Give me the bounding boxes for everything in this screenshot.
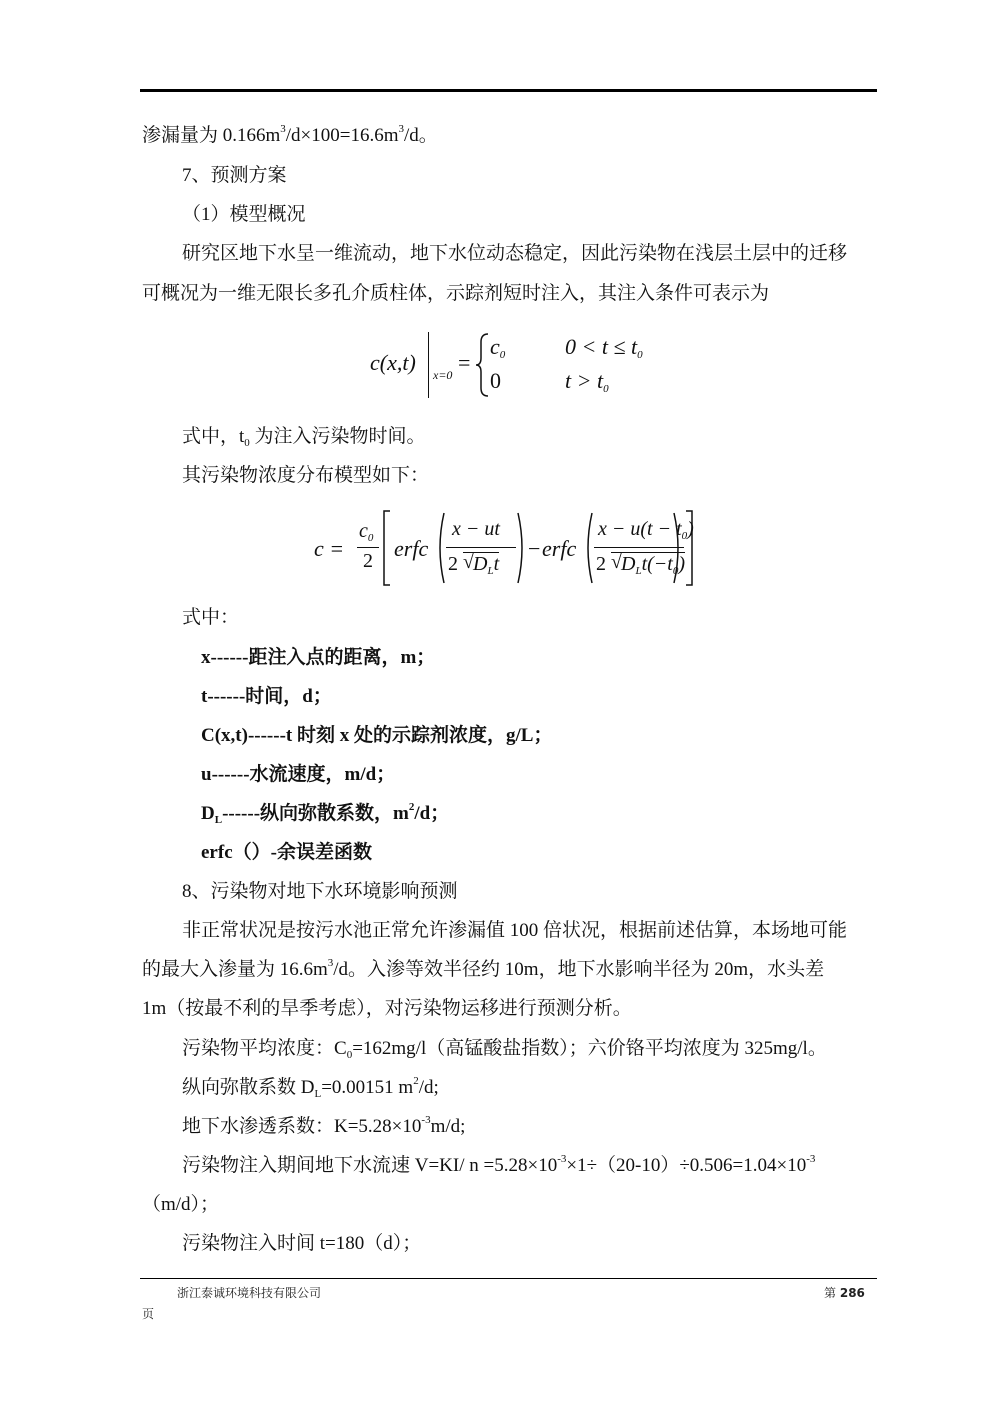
- eq2-fraction-bar: [357, 547, 379, 548]
- eq2-erfc-1: erfc: [394, 536, 429, 561]
- paragraph-line: 研究区地下水呈一维流动，地下水位动态稳定，因此污染物在浅层土层中的迁移: [182, 243, 848, 264]
- eq2-lhs: c =: [314, 536, 345, 561]
- definition-c: C(x,t)------t 时刻 x 处的示踪剂浓度，g/L；: [201, 725, 553, 746]
- paragraph-line: 1m（按最不利的旱季考虑），对污染物运移进行预测分析。: [142, 998, 632, 1019]
- dispersion-coefficient: 纵向弥散系数 $D_L=0.00151$ $m^2/d$;: [182, 1075, 439, 1100]
- pollutant-concentration: 污染物平均浓度：$C_0=162mg/l$（高锰酸盐指数）；六价铬平均浓度为 325mg/l。: [182, 1038, 827, 1061]
- injection-time: 污染物注入时间 t=180（d）；: [182, 1233, 422, 1254]
- flow-velocity-unit: （m/d）；: [142, 1194, 220, 1215]
- eq1-case1-condition: $0 < t \le t_0$: [565, 334, 643, 361]
- eq2-paren-close-1: [516, 512, 528, 584]
- paragraph-line: 可概况为一维无限长多孔介质柱体，示踪剂短时注入，其注入条件可表示为: [142, 283, 770, 304]
- concentration-model-equation: [312, 508, 702, 588]
- eq1-condition: x=0: [433, 368, 453, 382]
- leak-amount-line: 渗漏量为 $0.166m^3/d\times 100=16.6m^3/d$。: [142, 123, 438, 146]
- eq2-minus: −: [528, 536, 541, 561]
- definition-u: u------水流速度，m/d；: [201, 764, 396, 785]
- eq1-lhs: c(x,t): [370, 350, 416, 375]
- t0-definition: 式中，$t_0$ 为注入污染物时间。: [182, 426, 426, 449]
- permeability-coefficient: 地下水渗透系数：$K=5.28\times 10^{-3}m/d$;: [182, 1114, 466, 1137]
- eq2-fraction-bar-1: [446, 547, 516, 548]
- eq2-numerator-2: $x - u(t - t_0)$: [598, 518, 694, 542]
- eq1-case1-value: $c_0$: [490, 334, 506, 361]
- definition-x: x------距注入点的距离，m；: [201, 647, 436, 668]
- section-8-heading: 8、污染物对地下水环境影响预测: [182, 881, 458, 902]
- eq2-denominator-2: 2 √ $D_Lt(-t_0)$: [596, 551, 686, 577]
- eq1-left-brace: [474, 332, 490, 398]
- model-intro: 其污染物浓度分布模型如下：: [182, 465, 430, 486]
- eq1-evaluation-bar: [428, 332, 429, 398]
- header-rule: [140, 89, 877, 92]
- eq2-paren-close-2: [672, 512, 684, 584]
- footer-company: 浙江泰诚环境科技有限公司: [177, 1286, 322, 1300]
- eq1-equals: =: [458, 350, 471, 375]
- eq2-c0: $c_0$: [359, 520, 374, 544]
- eq2-paren-open-2: [582, 512, 594, 584]
- eq2-left-bracket: [382, 510, 392, 586]
- eq2-numerator-1: x − ut: [452, 518, 500, 540]
- eq2-right-bracket: [684, 510, 694, 586]
- section-7-heading: 7、预测方案: [182, 165, 287, 186]
- footer-page-suffix: 页: [142, 1307, 155, 1321]
- eq2-denominator-1: 2 √ $D_Lt$: [448, 551, 500, 577]
- footer-page-number: 第 286: [824, 1286, 865, 1300]
- footer-rule: [140, 1278, 877, 1279]
- paragraph-line: 的最大入渗量为 $16.6m^3/d$。入渗等效半径约 10m，地下水影响半径为 20m，水头差: [142, 957, 825, 980]
- eq2-fraction-bar-2: [594, 547, 684, 548]
- flow-velocity: 污染物注入期间地下水流速 V=KI/ $n =5.28\times 10^{-3}\times 1\div(20-10)\div 0.506=1.04\times 10^{-3}$: [182, 1153, 816, 1176]
- definition-erfc: erfc（）-余误差函数: [201, 842, 372, 863]
- eq2-paren-open-1: [434, 512, 446, 584]
- boundary-condition-equation: [370, 328, 670, 402]
- subsection-model-heading: （1）模型概况: [182, 204, 306, 225]
- paragraph-line: 非正常状况是按污水池正常允许渗漏值 100 倍状况，根据前述估算，本场地可能: [182, 920, 848, 941]
- definition-t: t------时间，d；: [201, 686, 332, 707]
- eq1-case2-value: 0: [490, 368, 501, 393]
- eq2-erfc-2: erfc: [542, 536, 577, 561]
- definition-dl: $D_L------$纵向弥散系数，$m^2/d$；: [201, 801, 450, 826]
- where-label: 式中：: [182, 607, 240, 628]
- eq2-denominator-two: 2: [363, 550, 373, 572]
- eq1-case2-condition: $t > t_0$: [565, 368, 609, 395]
